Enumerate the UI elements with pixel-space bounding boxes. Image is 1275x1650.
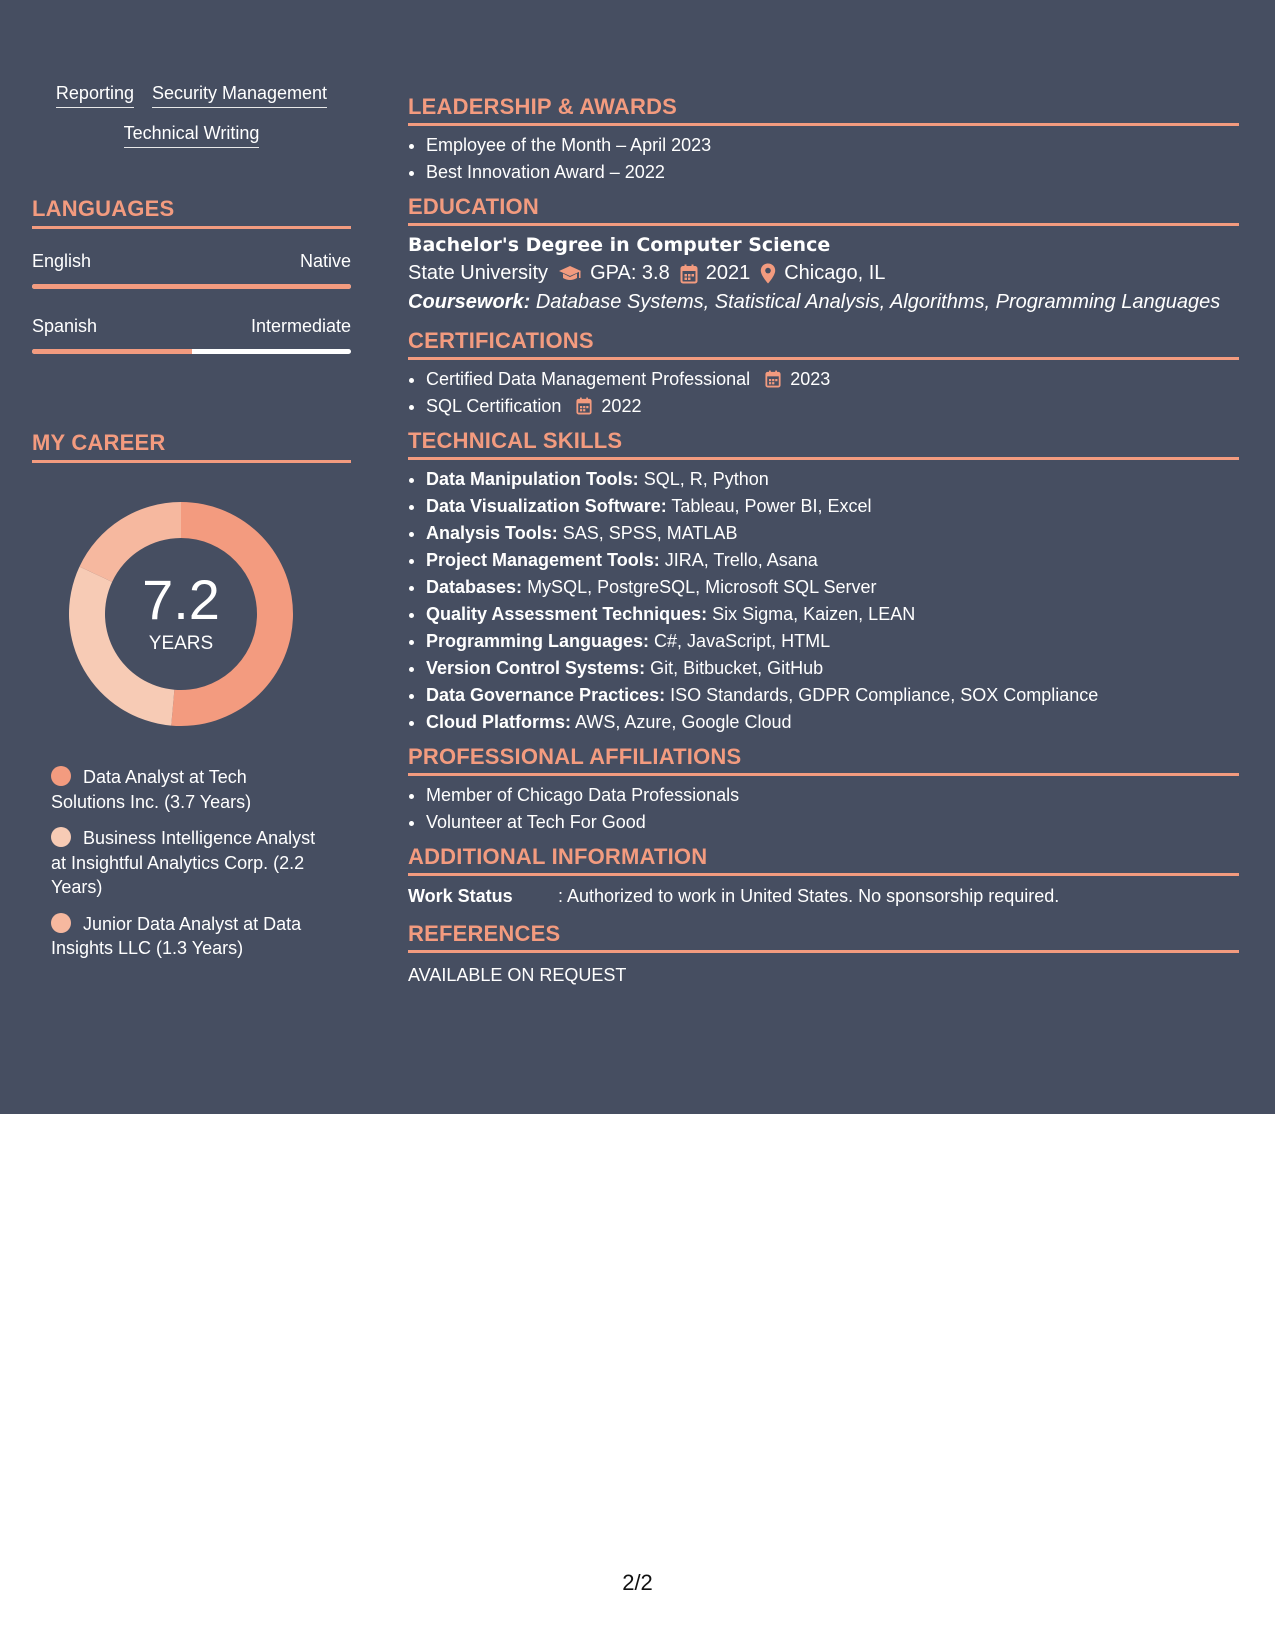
career-total: 7.2 — [142, 568, 220, 631]
skill-value: Git, Bitbucket, GitHub — [650, 658, 824, 678]
technical-skills-section — [408, 428, 1239, 736]
school-name: State University — [408, 262, 549, 284]
career-heading: MY CAREER — [32, 430, 351, 463]
languages-heading: LANGUAGES — [32, 196, 351, 229]
list-item — [426, 574, 1239, 601]
skill-value: SAS, SPSS, MATLAB — [562, 523, 738, 543]
affiliations-list — [408, 782, 1239, 836]
calendar-icon — [680, 264, 698, 284]
certifications-section — [408, 328, 1239, 420]
career-legend — [51, 765, 321, 961]
certification-name: SQL Certification — [426, 396, 562, 416]
work-status-row — [408, 886, 1239, 907]
skill-label: Programming Languages: — [426, 631, 650, 651]
skill-value: JIRA, Trello, Asana — [664, 550, 818, 570]
skill-tag: Security Management — [152, 82, 327, 108]
skill-label: Analysis Tools: — [426, 523, 558, 543]
list-item — [426, 655, 1239, 682]
leadership-list — [408, 132, 1239, 186]
language-level: Native — [299, 251, 351, 271]
coursework — [408, 291, 1239, 314]
language-row — [32, 251, 351, 272]
calendar-icon — [576, 397, 592, 415]
skill-tags — [32, 82, 351, 148]
legend-dot-icon — [51, 913, 71, 933]
language-bar — [32, 284, 351, 289]
skill-value: ISO Standards, GDPR Compliance, SOX Compliance — [670, 685, 1099, 705]
degree-title: Bachelor's Degree in Computer Science — [408, 234, 831, 256]
technical-skills-list — [408, 466, 1239, 736]
language-level: Intermediate — [250, 316, 351, 336]
language-bar — [32, 349, 351, 354]
gpa: GPA: 3.8 — [590, 262, 670, 284]
work-status-value: : Authorized to work in United States. No sponsorship required. — [558, 886, 1060, 906]
skill-label: Data Visualization Software: — [426, 496, 667, 516]
career-legend-item — [51, 765, 321, 814]
career-legend-label: Junior Data Analyst at Data Insights LLC (1.3 Years) — [51, 913, 302, 958]
certifications-list — [408, 366, 1239, 420]
skill-value: Tableau, Power BI, Excel — [671, 496, 872, 516]
list-item — [426, 601, 1239, 628]
certification-year: 2022 — [601, 396, 642, 416]
list-item — [426, 366, 1239, 393]
list-item: • Volunteer at Tech For Good — [426, 809, 1239, 836]
list-item — [426, 466, 1239, 493]
certification-year: 2023 — [790, 369, 831, 389]
legend-dot-icon — [51, 827, 71, 847]
career-legend-item — [51, 826, 321, 900]
references-section — [408, 921, 1239, 986]
leadership-section — [408, 94, 1239, 186]
skill-label: Databases: — [426, 577, 523, 597]
languages-section — [32, 196, 351, 354]
language-name: Spanish — [32, 316, 98, 336]
list-item — [426, 520, 1239, 547]
career-legend-label: Business Intelligence Analyst at Insightful Analytics Corp. (2.2 Years) — [51, 828, 316, 897]
list-item: • Employee of the Month – April 2023 — [426, 132, 1239, 159]
list-item: • Member of Chicago Data Professionals — [426, 782, 1239, 809]
work-status-label: Work Status — [408, 886, 513, 906]
education-heading: EDUCATION — [408, 194, 1239, 226]
skill-value: MySQL, PostgreSQL, Microsoft SQL Server — [527, 577, 877, 597]
references-text: AVAILABLE ON REQUEST — [408, 965, 627, 985]
skill-tag: Technical Writing — [124, 122, 260, 148]
education-details — [408, 262, 1239, 285]
list-item — [426, 682, 1239, 709]
skill-label: Data Governance Practices: — [426, 685, 666, 705]
language-bar-fill — [32, 284, 351, 289]
education-section — [408, 194, 1239, 314]
list-item — [426, 628, 1239, 655]
graduation-year: 2021 — [705, 262, 751, 284]
references-heading: REFERENCES — [408, 921, 1239, 953]
language-row — [32, 316, 351, 337]
left-column — [32, 82, 351, 973]
language-bar-fill — [32, 349, 192, 354]
technical-skills-heading: TECHNICAL SKILLS — [408, 428, 1239, 460]
affiliations-heading: PROFESSIONAL AFFILIATIONS — [408, 744, 1239, 776]
calendar-icon — [765, 370, 781, 388]
skill-value: C#, JavaScript, HTML — [654, 631, 831, 651]
career-donut-wrap — [32, 499, 351, 729]
skill-value: Six Sigma, Kaizen, LEAN — [712, 604, 916, 624]
leadership-heading: LEADERSHIP & AWARDS — [408, 94, 1239, 126]
skill-label: Project Management Tools: — [426, 550, 660, 570]
affiliations-section — [408, 744, 1239, 836]
language-name: English — [32, 251, 92, 271]
career-section — [32, 430, 351, 961]
career-unit: YEARS — [148, 633, 214, 654]
career-legend-item — [51, 912, 321, 961]
location-pin-icon — [760, 263, 776, 284]
graduation-cap-icon — [558, 265, 582, 283]
skill-value: AWS, Azure, Google Cloud — [575, 712, 792, 732]
right-column — [408, 94, 1239, 994]
certification-name: Certified Data Management Professional — [426, 369, 751, 389]
additional-info-section — [408, 844, 1239, 907]
career-legend-label: Data Analyst at Tech Solutions Inc. (3.7 Years) — [51, 767, 252, 812]
skill-value: SQL, R, Python — [643, 469, 769, 489]
certifications-heading: CERTIFICATIONS — [408, 328, 1239, 360]
coursework-list: Database Systems, Statistical Analysis, Algorithms, Programming Languages — [535, 291, 1221, 313]
page-number: 2/2 — [622, 1570, 653, 1595]
list-item — [426, 493, 1239, 520]
list-item — [426, 709, 1239, 736]
skill-label: Cloud Platforms: — [426, 712, 572, 732]
skill-label: Version Control Systems: — [426, 658, 646, 678]
legend-dot-icon — [51, 766, 71, 786]
location: Chicago, IL — [784, 262, 886, 284]
list-item — [426, 547, 1239, 574]
list-item — [426, 393, 1239, 420]
skill-label: Data Manipulation Tools: — [426, 469, 639, 489]
additional-info-heading: ADDITIONAL INFORMATION — [408, 844, 1239, 876]
coursework-label: Coursework: — [408, 291, 531, 313]
skill-label: Quality Assessment Techniques: — [426, 604, 708, 624]
list-item: • Best Innovation Award – 2022 — [426, 159, 1239, 186]
skill-tag: Reporting — [56, 82, 134, 108]
